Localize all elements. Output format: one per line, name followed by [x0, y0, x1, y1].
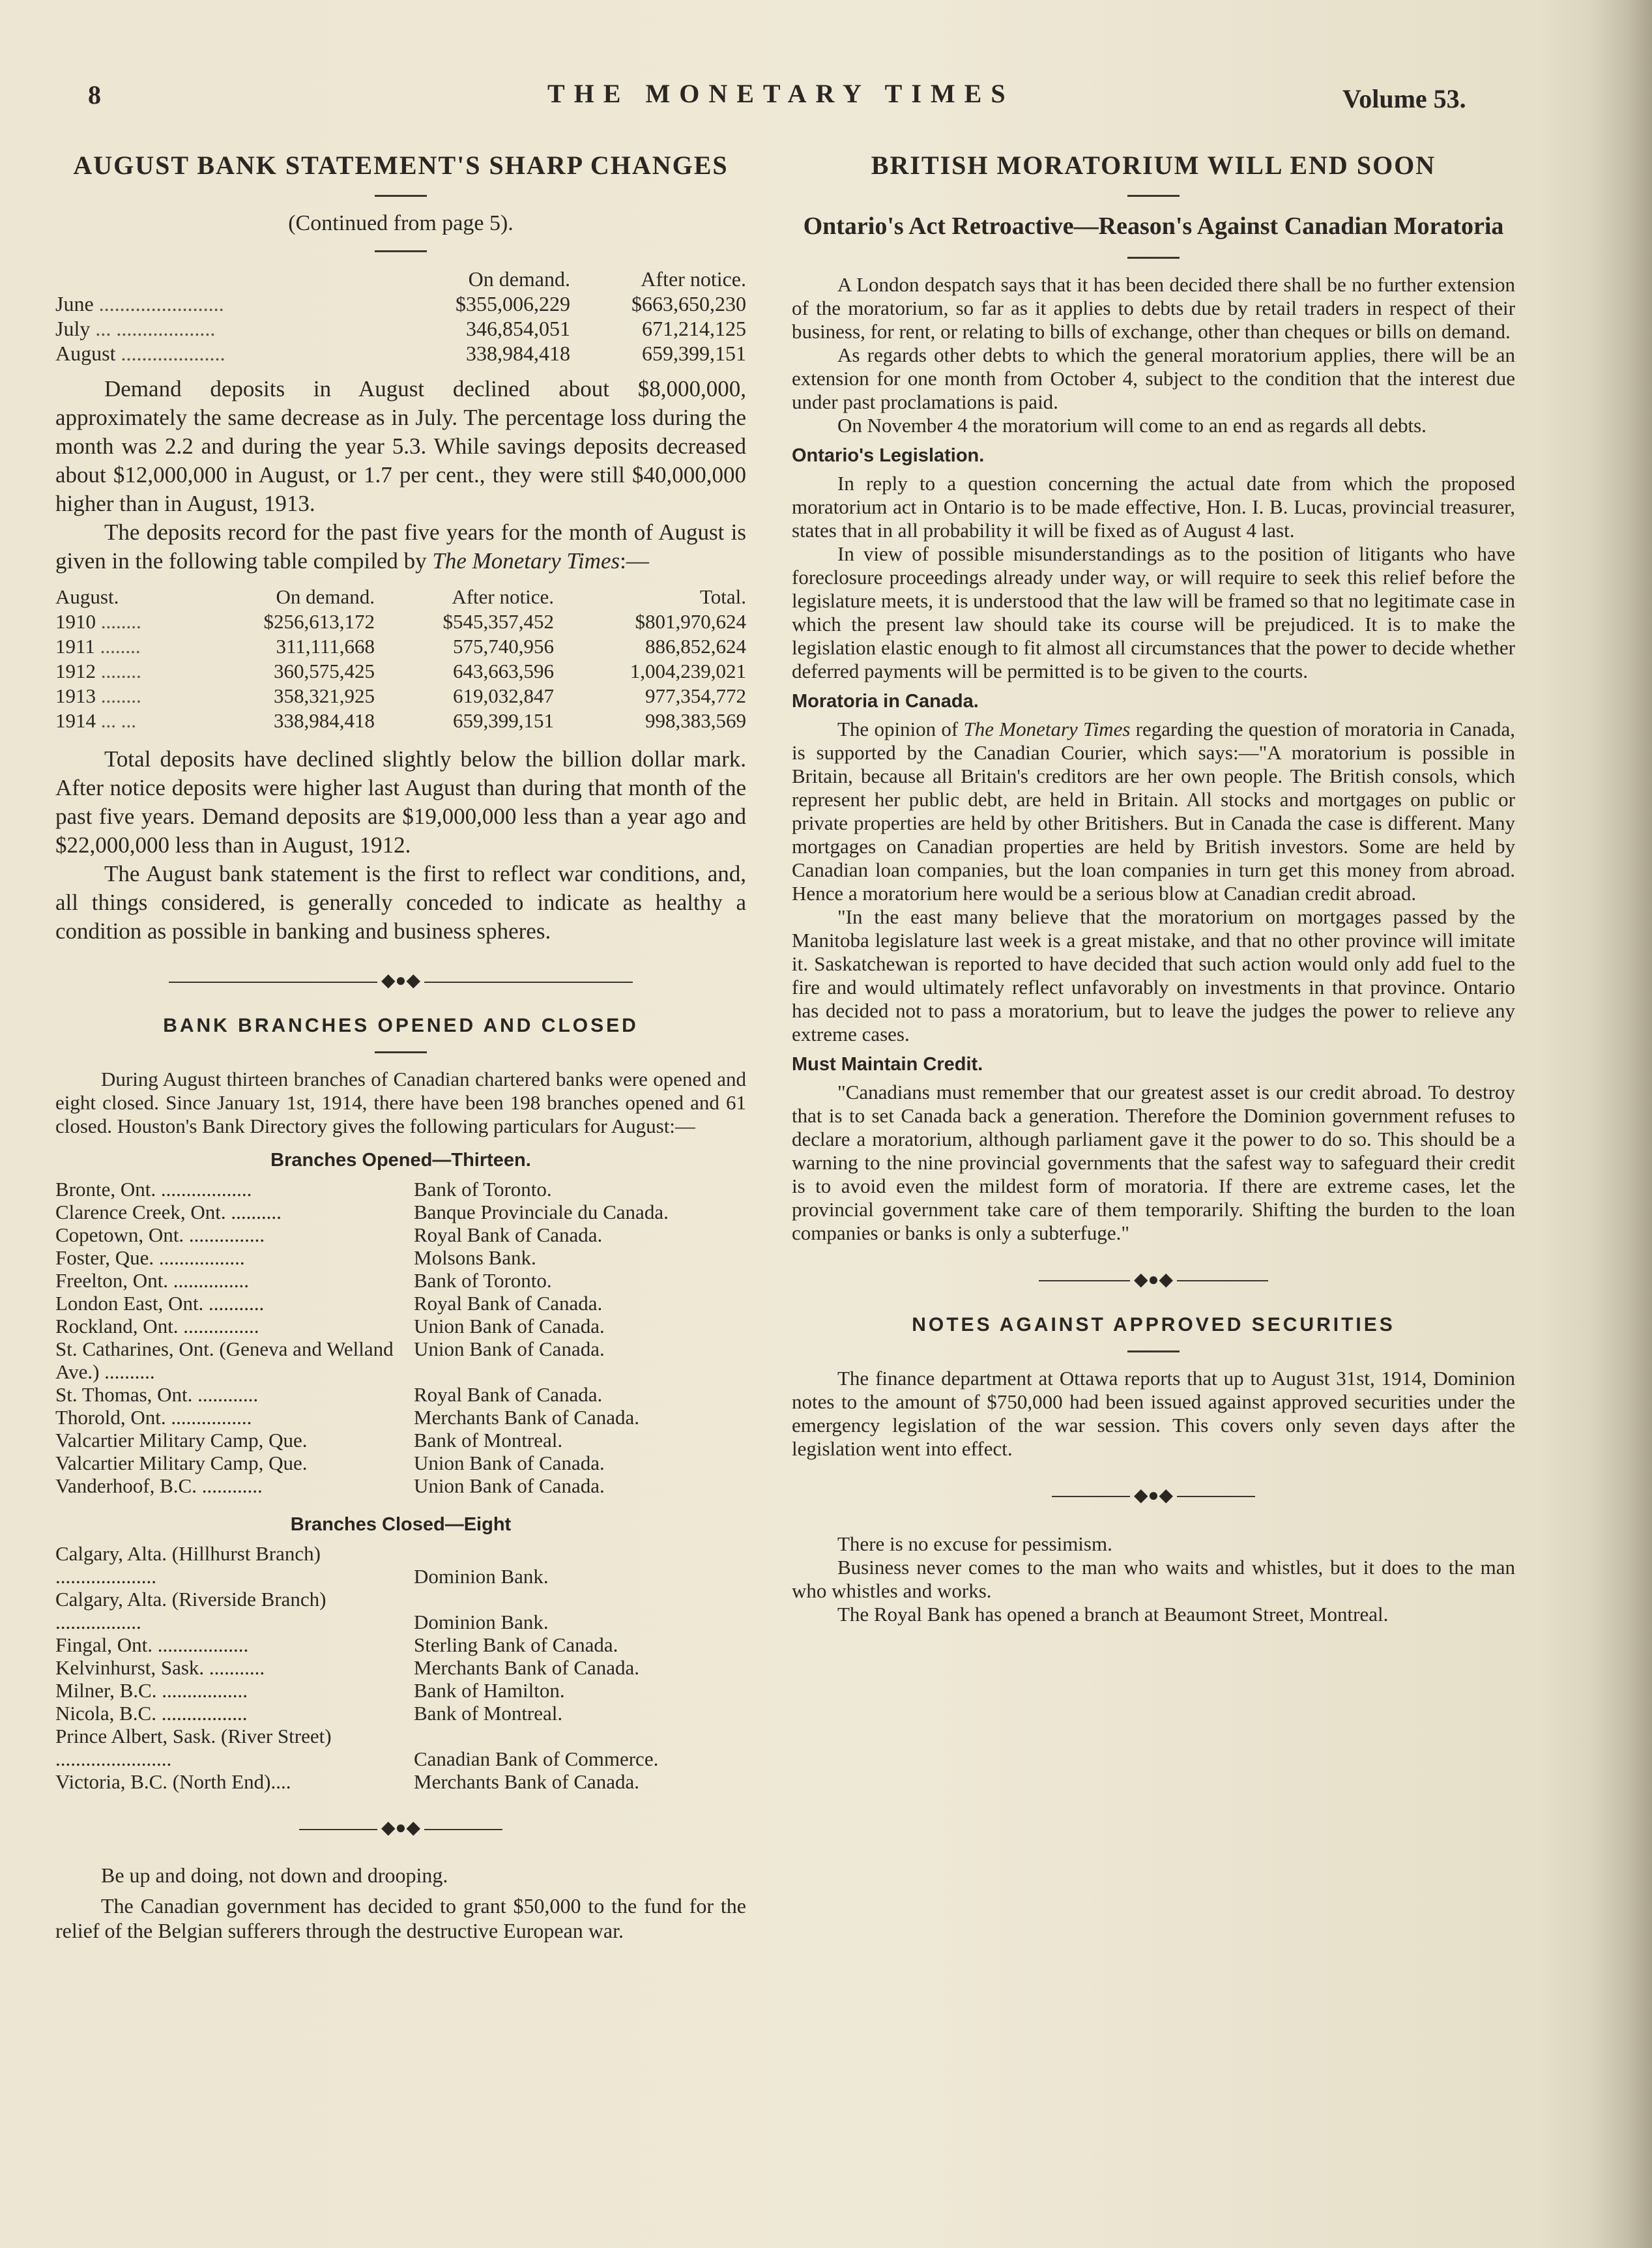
table-header: After notice. — [452, 585, 554, 608]
total-cell: 998,383,569 — [645, 709, 746, 732]
branch-location: Freelton, Ont. ............... — [55, 1269, 250, 1292]
table-row — [55, 316, 746, 341]
list-item — [55, 1588, 746, 1633]
branch-bank: Bank of Montreal. — [414, 1702, 563, 1725]
leader-dots: ... ... — [96, 709, 136, 732]
table-header: August. — [55, 585, 119, 608]
notice-cell: 671,214,125 — [642, 317, 746, 340]
total-cell: $801,970,624 — [635, 610, 746, 633]
list-item — [55, 1315, 746, 1337]
table-header-row — [55, 267, 746, 291]
paragraph: As regards other debts to which the general moratorium applies, there will be an extension for one month from October 4, subject to the condition that the interest due under past proclamations is paid. — [792, 343, 1515, 413]
leader-dots: ........ — [96, 660, 141, 682]
text-run: :— — [620, 548, 649, 574]
title-rule — [375, 195, 427, 197]
demand-cell: 338,984,418 — [274, 709, 375, 732]
title-rule — [1127, 195, 1180, 197]
section-ornament: ◆●◆ — [55, 1817, 746, 1839]
publication-name: The Monetary Times — [432, 548, 620, 574]
right-column — [792, 150, 1515, 1626]
notice-cell: $663,650,230 — [631, 292, 746, 315]
branch-location: Copetown, Ont. ............... — [55, 1223, 265, 1246]
list-item — [55, 1201, 746, 1223]
demand-cell: 358,321,925 — [274, 684, 375, 707]
paragraph: There is no excuse for pessimism. — [837, 1532, 1112, 1555]
branch-bank: Molsons Bank. — [414, 1246, 536, 1269]
list-item — [55, 1633, 746, 1656]
branch-bank: Union Bank of Canada. — [414, 1337, 605, 1360]
paragraph: Be up and doing, not down and drooping. — [101, 1863, 448, 1887]
section-heading: Moratoria in Canada. — [792, 690, 979, 712]
branch-bank: Royal Bank of Canada. — [414, 1223, 603, 1246]
table-row — [55, 684, 746, 708]
list-item — [55, 1223, 746, 1246]
leader-dots: ... ................... — [90, 317, 216, 340]
branch-location: Thorold, Ont. ................ — [55, 1406, 252, 1429]
notice-cell: 659,399,151 — [642, 342, 746, 365]
table-header: On demand. — [468, 267, 570, 291]
page-binding-shadow — [1593, 0, 1652, 2248]
article-title-bank-branches: BANK BRANCHES OPENED AND CLOSED — [163, 1015, 639, 1036]
article-subtitle: Ontario's Act Retroactive—Reason's Against Canadian Moratoria — [803, 212, 1504, 240]
title-rule — [375, 250, 427, 252]
text-run: regarding the question of moratoria in Canada, is supported by the Canadian Courier, which says:—"A moratorium is possible in Britain, because all Britain's creditors are her own people. The British consols, which represent her public debt, are held in Britain. All stocks and mortgages on public or private properties are held by other Britishers. But in Canada the case is different. Many mortgages on Canadian properties are held by British investors. Some are held by Canadian loan companies, but the loan companies in turn get this money from abroad. Hence a moratorium here would be a serious blow at Canadian credit abroad. — [792, 717, 1516, 905]
volume-label: Volume 53. — [1342, 84, 1466, 113]
paragraph: "In the east many believe that the moratorium on mortgages passed by the Manitoba legislature last week is a great mistake, and that no other province will imitate it. Saskatchewan is reported to have decided that such action would only add fuel to the fire and would ultimately reflect unfavorably on investments in that province. Ontario has decided not to pass a moratorium, but to leave the judges the power to relieve any extreme cases. — [792, 905, 1515, 1045]
branch-bank: Merchants Bank of Canada. — [414, 1770, 640, 1793]
year-cell: 1912 — [55, 660, 96, 682]
title-rule — [1127, 257, 1180, 259]
paragraph: Business never comes to the man who waits and whistles, but it does to the man who whistles and works. — [792, 1555, 1515, 1602]
branch-location: Victoria, B.C. (North End).... — [55, 1770, 291, 1793]
paragraph: The Canadian government has decided to grant $50,000 to the fund for the relief of the Belgian sufferers through the destructive European war. — [55, 1894, 746, 1942]
branch-bank: Bank of Montreal. — [414, 1429, 563, 1452]
list-item — [55, 1452, 746, 1474]
branch-location: Foster, Que. ................. — [55, 1246, 245, 1269]
left-column — [55, 150, 746, 1943]
paragraph: "Canadians must remember that our greatest asset is our credit abroad. To destroy that is to set Canada back a generation. Therefore the Dominion government refuses to declare a moratorium, although parliament gave it the power to do so. This should be a warning to the nine provincial governments that the safest way to safeguard their credit is to avoid even the mildest form of moratoria. If there are extreme cases, let the provincial government take care of them temporarily. Shifting the burden to the loan companies or banks is only a subterfuge." — [792, 1080, 1515, 1244]
branch-bank: Bank of Toronto. — [414, 1269, 552, 1292]
branch-location: Vanderhoof, B.C. ............ — [55, 1474, 263, 1497]
list-item — [55, 1656, 746, 1679]
table-header: On demand. — [276, 585, 375, 608]
notice-cell: 643,663,596 — [453, 660, 554, 682]
continued-note: (Continued from page 5). — [288, 211, 514, 235]
year-cell: 1913 — [55, 684, 96, 707]
branch-bank: Royal Bank of Canada. — [414, 1383, 603, 1406]
month-cell: June — [55, 292, 94, 315]
table-row — [55, 291, 746, 316]
branch-bank: Dominion Bank. — [414, 1611, 549, 1633]
deposits-monthly-table — [55, 267, 746, 366]
title-rule — [1127, 1350, 1180, 1352]
table-header: Total. — [699, 585, 746, 608]
paragraph: In reply to a question concerning the actual date from which the proposed moratorium act in Ontario is to be made effective, Hon. I. B. Lucas, provincial treasurer, states that in all probability it will be fixed as of August 4 last. — [792, 471, 1515, 542]
total-cell: 977,354,772 — [645, 684, 746, 707]
branch-bank: Merchants Bank of Canada. — [414, 1656, 640, 1679]
section-ornament: ◆●◆ — [792, 1268, 1515, 1291]
publication-name: The Monetary Times — [963, 717, 1131, 740]
list-item — [55, 1474, 746, 1497]
list-item — [55, 1542, 746, 1588]
branch-location: Nicola, B.C. ................. — [55, 1702, 248, 1725]
branch-location: Kelvinhurst, Sask. ........... — [55, 1656, 265, 1679]
branch-bank: Dominion Bank. — [414, 1565, 549, 1588]
paragraph: During August thirteen branches of Canadian chartered banks were opened and eight closed. Since January 1st, 1914, there have been 198 branches opened and 61 closed. Houston's Bank Directory gives the following particulars for August:— — [55, 1068, 746, 1137]
notice-cell: $545,357,452 — [442, 610, 554, 633]
branch-location: Calgary, Alta. (Hillhurst Branch) .................... — [55, 1542, 321, 1588]
demand-cell: $355,006,229 — [456, 292, 570, 315]
branch-location: London East, Ont. ........... — [55, 1292, 265, 1315]
branch-bank: Merchants Bank of Canada. — [414, 1406, 640, 1429]
list-item — [55, 1770, 746, 1793]
demand-cell: 311,111,668 — [276, 635, 375, 658]
table-row — [55, 659, 746, 684]
notice-cell: 659,399,151 — [453, 709, 554, 732]
total-cell: 886,852,624 — [645, 635, 746, 658]
opened-heading: Branches Opened—Thirteen. — [270, 1150, 531, 1171]
notice-cell: 619,032,847 — [453, 684, 554, 707]
section-ornament: ◆●◆ — [792, 1484, 1515, 1506]
section-heading: Must Maintain Credit. — [792, 1053, 983, 1075]
paragraph: Total deposits have declined slightly below the billion dollar mark. After notice deposits were higher last August than during that month of the past five years. Demand deposits are $19,000,000 less than a year ago and $22,000,000 less than in August, 1912. — [55, 746, 746, 858]
paragraph — [55, 518, 746, 576]
branch-bank: Bank of Toronto. — [414, 1178, 552, 1201]
paragraph — [792, 718, 1515, 905]
leader-dots: ........ — [96, 610, 141, 633]
section-heading: Ontario's Legislation. — [792, 445, 985, 466]
article-title-bank-statement: AUGUST BANK STATEMENT'S SHARP CHANGES — [73, 151, 729, 180]
branch-location: Bronte, Ont. .................. — [55, 1178, 252, 1201]
demand-cell: 346,854,051 — [466, 317, 570, 340]
deposits-yearly-table — [55, 585, 746, 733]
demand-cell: 338,984,418 — [466, 342, 570, 365]
list-item — [55, 1679, 746, 1702]
branch-bank: Union Bank of Canada. — [414, 1315, 605, 1337]
closed-heading: Branches Closed—Eight — [290, 1514, 512, 1535]
table-header-row — [55, 585, 746, 609]
month-cell: August — [55, 342, 116, 365]
demand-cell: 360,575,425 — [274, 660, 375, 682]
year-cell: 1910 — [55, 610, 96, 633]
branch-location: Calgary, Alta. (Riverside Branch) ................. — [55, 1588, 326, 1633]
leader-dots: .................... — [115, 342, 225, 365]
list-item — [55, 1246, 746, 1269]
leader-dots: ........................ — [93, 292, 224, 315]
branch-bank: Royal Bank of Canada. — [414, 1292, 603, 1315]
total-cell: 1,004,239,021 — [630, 660, 746, 682]
branch-bank: Union Bank of Canada. — [414, 1474, 605, 1497]
paragraph: In view of possible misunderstandings as to the position of litigants who have foreclosure proceedings already under way, or will require to seek this relief before the legislature meets, it is understood that the law will be framed so that no legitimate case in which the present law should take its course will be prejudiced. It is to make the legislation elastic enough to fit almost all circumstances that the power to decide whether deferred payments will be permitted is to be given to the courts. — [792, 542, 1515, 682]
paragraph: A London despatch says that it has been decided there shall be no further extension of the moratorium, so far as it applies to debts due by retail traders in respect of their business, for rent, or relating to bills of exchange, other than cheques or bills on demand. — [792, 272, 1515, 343]
list-item — [55, 1725, 746, 1770]
branch-bank: Canadian Bank of Commerce. — [414, 1747, 659, 1770]
title-rule — [375, 1051, 427, 1053]
paragraph: The finance department at Ottawa reports that up to August 31st, 1914, Dominion notes to the amount of $750,000 had been issued against approved securities under the emergency legislation of the war session. This covers only seven days after the legislation went into effect. — [792, 1366, 1515, 1460]
branch-location: St. Catharines, Ont. (Geneva and Welland Ave.) .......... — [55, 1337, 394, 1383]
branch-location: Fingal, Ont. .................. — [55, 1633, 249, 1656]
branch-location: Prince Albert, Sask. (River Street) ....................... — [55, 1725, 332, 1770]
list-item — [55, 1406, 746, 1429]
branch-location: St. Thomas, Ont. ............ — [55, 1383, 259, 1406]
article-title-notes: NOTES AGAINST APPROVED SECURITIES — [912, 1313, 1395, 1336]
leader-dots: ........ — [94, 635, 141, 658]
page-number: 8 — [88, 80, 101, 109]
month-cell: July — [55, 317, 91, 340]
closed-branches-list — [55, 1542, 746, 1793]
list-item — [55, 1292, 746, 1315]
branch-bank: Union Bank of Canada. — [414, 1452, 605, 1474]
table-row — [55, 609, 746, 634]
list-item — [55, 1178, 746, 1201]
list-item — [55, 1702, 746, 1725]
demand-cell: $256,613,172 — [263, 610, 375, 633]
branch-location: Rockland, Ont. ............... — [55, 1315, 259, 1337]
branch-bank: Bank of Hamilton. — [414, 1679, 565, 1702]
article-title-moratorium: BRITISH MORATORIUM WILL END SOON — [871, 151, 1436, 180]
branch-location: Valcartier Military Camp, Que. — [55, 1452, 308, 1474]
table-row — [55, 341, 746, 366]
section-ornament: ◆●◆ — [55, 969, 746, 991]
table-header: After notice. — [641, 267, 746, 291]
year-cell: 1911 — [55, 635, 95, 658]
list-item — [55, 1269, 746, 1292]
branch-bank: Banque Provinciale du Canada. — [414, 1201, 669, 1223]
leader-dots: ........ — [96, 684, 141, 707]
paragraph: The August bank statement is the first to reflect war conditions, and, all things considered, is generally conceded to indicate as healthy a condition as possible in banking and business spheres. — [55, 861, 746, 944]
paragraph: Demand deposits in August declined about $8,000,000, approximately the same decrease as in July. The percentage loss during the month was 2.2 and during the year 5.3. While savings deposits decreased about $12,000,000 in August, or 1.7 per cent., they were still $40,000,000 higher than in August, 1913. — [55, 376, 746, 516]
list-item — [55, 1383, 746, 1406]
notice-cell: 575,740,956 — [453, 635, 554, 658]
paragraph: The Royal Bank has opened a branch at Beaumont Street, Montreal. — [837, 1602, 1389, 1626]
branch-location: Valcartier Military Camp, Que. — [55, 1429, 308, 1452]
opened-branches-list — [55, 1178, 746, 1497]
text-run: The opinion of — [837, 717, 964, 740]
publication-title: THE MONETARY TIMES — [547, 79, 1015, 108]
table-header — [55, 267, 394, 291]
table-row — [55, 708, 746, 733]
text-run: The deposits record for the past five years for the month of August is given in the following table compiled by — [55, 519, 746, 574]
branch-bank: Sterling Bank of Canada. — [414, 1633, 618, 1656]
list-item — [55, 1337, 746, 1383]
branch-location: Clarence Creek, Ont. .......... — [55, 1201, 282, 1223]
list-item — [55, 1429, 746, 1452]
year-cell: 1914 — [55, 709, 96, 732]
branch-location: Milner, B.C. ................. — [55, 1679, 248, 1702]
table-row — [55, 634, 746, 659]
paragraph: On November 4 the moratorium will come to an end as regards all debts. — [837, 413, 1427, 437]
